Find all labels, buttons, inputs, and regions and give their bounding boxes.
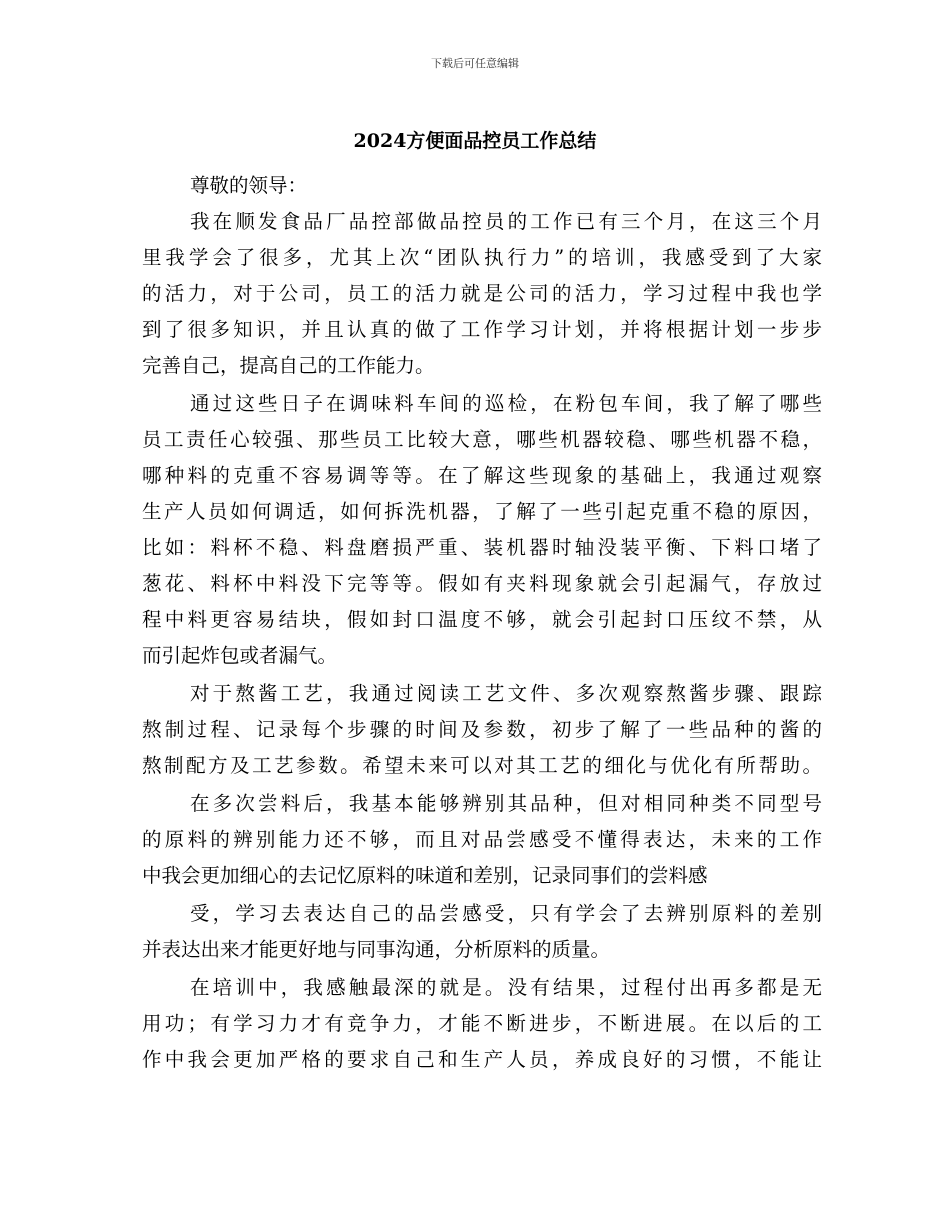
paragraph-line: 中我会更加细心的去记忆原料的味道和差别，记录同事们的尝料感: [142, 864, 708, 887]
paragraph-line: 并表达出来才能更好地与同事沟通，分析原料的质量。: [142, 938, 611, 961]
paragraph-line: 员工责任心较强、那些员工比较大意，哪些机器较稳、哪些机器不稳，: [142, 428, 822, 451]
document-title: 2024方便面品控员工作总结: [353, 130, 597, 152]
paragraph-line: 里我学会了很多，尤其上次“团队执行力”的培训，我感受到了大家: [142, 246, 822, 269]
salutation-line: 尊敬的领导：: [190, 174, 308, 197]
paragraph-line: 的活力，对于公司，员工的活力就是公司的活力，学习过程中我也学: [142, 282, 822, 305]
paragraph-line: 到了很多知识，并且认真的做了工作学习计划，并将根据计划一步步: [142, 318, 822, 341]
paragraph-line: 我在顺发食品厂品控部做品控员的工作已有三个月，在这三个月: [190, 210, 822, 233]
paragraph-line: 程中料更容易结块，假如封口温度不够，就会引起封口压纹不禁，从: [142, 608, 822, 631]
paragraph-line: 比如：料杯不稳、料盘磨损严重、装机器时轴没装平衡、下料口堵了: [142, 536, 822, 559]
paragraph-line: 的原料的辨别能力还不够，而且对品尝感受不懂得表达，未来的工作: [142, 828, 822, 851]
paragraph-line: 用功；有学习力才有竞争力，才能不断进步，不断进展。在以后的工: [142, 1012, 822, 1035]
paragraph-line: 在培训中，我感触最深的就是。没有结果，过程付出再多都是无: [190, 976, 822, 999]
paragraph-line: 受，学习去表达自己的品尝感受，只有学会了去辨别原料的差别: [190, 902, 822, 925]
paragraph-line: 作中我会更加严格的要求自己和生产人员，养成良好的习惯，不能让: [142, 1048, 822, 1071]
paragraph-line: 对于熬酱工艺，我通过阅读工艺文件、多次观察熬酱步骤、跟踪: [190, 682, 822, 705]
paragraph-line: 通过这些日子在调味料车间的巡检，在粉包车间，我了解了哪些: [190, 392, 822, 415]
paragraph-line: 哪种料的克重不容易调等等。在了解这些现象的基础上，我通过观察: [142, 464, 822, 487]
paragraph-line: 葱花、料杯中料没下完等等。假如有夹料现象就会引起漏气，存放过: [142, 572, 822, 595]
paragraph-line: 熬制配方及工艺参数。希望未来可以对其工艺的细化与优化有所帮助。: [142, 754, 822, 777]
paragraph-line: 熬制过程、记录每个步骤的时间及参数，初步了解了一些品种的酱的: [142, 718, 822, 741]
page-header-note: 下载后可任意编辑: [431, 57, 519, 70]
paragraph-line: 生产人员如何调适，如何拆洗机器，了解了一些引起克重不稳的原因，: [142, 500, 822, 523]
paragraph-line: 在多次尝料后，我基本能够辨别其品种，但对相同种类不同型号: [190, 792, 822, 815]
paragraph-line: 而引起炸包或者漏气。: [142, 644, 338, 667]
paragraph-line: 完善自己，提高自己的工作能力。: [142, 354, 435, 377]
